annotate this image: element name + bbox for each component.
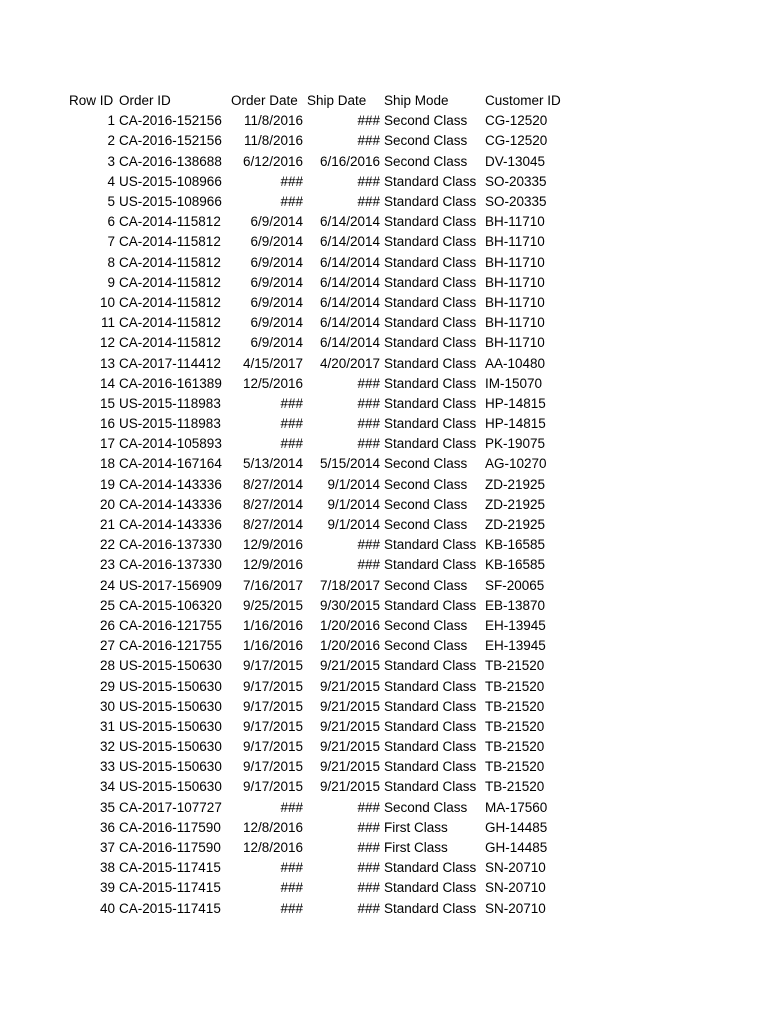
table-row — [67, 353, 573, 373]
cell-order-date[interactable]: 9/17/2015 — [242, 759, 303, 775]
table-row — [67, 273, 573, 293]
cell-ship-date[interactable]: 9/1/2014 — [327, 496, 380, 512]
cell-row-id[interactable]: 32 — [99, 739, 115, 755]
header-ship-mode[interactable]: Ship Mode — [384, 93, 449, 109]
cell-customer-id[interactable]: GH-14485 — [485, 819, 548, 835]
cell-customer-id[interactable]: BH-11710 — [485, 254, 545, 270]
cell-order-id[interactable]: CA-2014-167164 — [119, 456, 222, 472]
table-row — [67, 111, 573, 131]
cell-ship-date[interactable]: ### — [357, 133, 380, 149]
cell-row-id[interactable]: 15 — [99, 395, 115, 411]
cell-ship-date[interactable]: ### — [357, 880, 380, 896]
cell-order-id[interactable]: CA-2014-143336 — [119, 476, 222, 492]
cell-ship-date[interactable]: ### — [357, 819, 380, 835]
cell-customer-id[interactable]: ZD-21925 — [485, 476, 546, 492]
cell-order-id[interactable]: CA-2016-152156 — [119, 133, 222, 149]
cell-ship-mode[interactable]: Standard Class — [384, 375, 477, 391]
cell-row-id[interactable]: 39 — [99, 880, 115, 896]
cell-order-id[interactable]: CA-2014-115812 — [119, 214, 221, 230]
cell-ship-date[interactable]: 6/14/2014 — [319, 294, 380, 310]
cell-order-id[interactable]: CA-2014-143336 — [119, 517, 222, 533]
table-row — [67, 737, 573, 757]
table-row — [67, 878, 573, 898]
cell-order-id[interactable]: CA-2016-137330 — [119, 537, 222, 553]
cell-customer-id[interactable]: CG-12520 — [485, 133, 548, 149]
cell-ship-mode[interactable]: Standard Class — [384, 658, 477, 674]
cell-order-date[interactable]: ### — [280, 860, 303, 876]
table-row — [67, 475, 573, 495]
cell-ship-date[interactable]: 9/21/2015 — [319, 779, 380, 795]
cell-ship-date[interactable]: 1/20/2016 — [319, 638, 380, 654]
cell-ship-mode[interactable]: Standard Class — [384, 880, 477, 896]
cell-row-id[interactable]: 21 — [99, 517, 115, 533]
cell-order-id[interactable]: US-2015-108966 — [119, 194, 222, 210]
cell-order-date[interactable]: 6/9/2014 — [250, 335, 303, 351]
cell-customer-id[interactable]: IM-15070 — [485, 375, 543, 391]
cell-ship-date[interactable]: ### — [357, 799, 380, 815]
cell-order-date[interactable]: 9/17/2015 — [242, 678, 303, 694]
cell-ship-mode[interactable]: Standard Class — [384, 557, 477, 573]
cell-order-date[interactable]: 4/15/2017 — [242, 355, 303, 371]
table-row — [67, 152, 573, 172]
cell-ship-date[interactable]: ### — [357, 860, 380, 876]
cell-ship-mode[interactable]: Standard Class — [384, 214, 477, 230]
cell-row-id[interactable]: 9 — [107, 274, 115, 290]
cell-ship-date[interactable]: 9/21/2015 — [319, 739, 380, 755]
cell-order-id[interactable]: US-2015-118983 — [119, 416, 221, 432]
cell-order-date[interactable]: 9/17/2015 — [242, 718, 303, 734]
table-row — [67, 656, 573, 676]
cell-ship-date[interactable]: ### — [357, 395, 380, 411]
table-row — [67, 454, 573, 474]
cell-ship-date[interactable]: 6/14/2014 — [319, 254, 380, 270]
cell-order-date[interactable]: 11/8/2016 — [243, 133, 303, 149]
cell-row-id[interactable]: 2 — [107, 133, 115, 149]
cell-ship-date[interactable]: ### — [357, 416, 380, 432]
header-order-id[interactable]: Order ID — [119, 93, 171, 109]
cell-ship-mode[interactable]: Standard Class — [384, 294, 477, 310]
cell-order-date[interactable]: 11/8/2016 — [243, 113, 303, 129]
cell-ship-date[interactable]: 9/21/2015 — [319, 678, 380, 694]
cell-customer-id[interactable]: BH-11710 — [485, 214, 545, 230]
cell-customer-id[interactable]: SO-20335 — [485, 194, 547, 210]
cell-order-id[interactable]: CA-2017-107727 — [119, 799, 222, 815]
cell-ship-mode[interactable]: Standard Class — [384, 537, 477, 553]
table-row — [67, 313, 573, 333]
cell-order-id[interactable]: CA-2014-115812 — [119, 274, 221, 290]
cell-ship-mode[interactable]: Second Class — [384, 456, 468, 472]
cell-ship-mode[interactable]: Second Class — [384, 638, 468, 654]
cell-order-id[interactable]: CA-2015-117415 — [119, 880, 221, 896]
table-row — [67, 131, 573, 151]
cell-customer-id[interactable]: ZD-21925 — [485, 517, 546, 533]
cell-order-date[interactable]: 8/27/2014 — [242, 496, 303, 512]
cell-customer-id[interactable]: BH-11710 — [485, 335, 545, 351]
cell-ship-mode[interactable]: Standard Class — [384, 274, 477, 290]
cell-customer-id[interactable]: MA-17560 — [485, 799, 548, 815]
cell-order-date[interactable]: 12/5/2016 — [242, 375, 303, 391]
cell-ship-date[interactable]: 9/30/2015 — [319, 597, 380, 613]
cell-ship-mode[interactable]: First Class — [384, 819, 448, 835]
cell-ship-date[interactable]: ### — [357, 436, 380, 452]
cell-ship-date[interactable]: 9/21/2015 — [319, 658, 380, 674]
table-row — [67, 616, 573, 636]
header-ship-date[interactable]: Ship Date — [307, 93, 367, 109]
cell-row-id[interactable]: 13 — [99, 355, 115, 371]
cell-ship-mode[interactable]: Second Class — [384, 496, 468, 512]
table-row — [67, 697, 573, 717]
cell-order-id[interactable]: CA-2014-115812 — [119, 294, 221, 310]
table-row — [67, 293, 573, 313]
cell-order-id[interactable]: US-2015-150630 — [119, 718, 222, 734]
table-row — [67, 757, 573, 777]
cell-row-id[interactable]: 20 — [99, 496, 115, 512]
cell-order-date[interactable]: 6/9/2014 — [250, 315, 303, 331]
cell-order-id[interactable]: CA-2014-115812 — [119, 335, 221, 351]
cell-order-date[interactable]: 6/9/2014 — [250, 214, 303, 230]
cell-ship-date[interactable]: 7/18/2017 — [319, 577, 380, 593]
table-row — [67, 434, 573, 454]
cell-order-id[interactable]: CA-2014-115812 — [119, 254, 221, 270]
cell-order-id[interactable]: CA-2016-138688 — [119, 153, 222, 169]
cell-ship-date[interactable]: 6/14/2014 — [319, 214, 380, 230]
table-row — [67, 818, 573, 838]
cell-customer-id[interactable]: SF-20065 — [485, 577, 545, 593]
cell-order-id[interactable]: CA-2014-115812 — [119, 315, 221, 331]
table-row — [67, 333, 573, 353]
table-row — [67, 394, 573, 414]
cell-order-id[interactable]: CA-2016-161389 — [119, 375, 222, 391]
cell-ship-date[interactable]: 5/15/2014 — [319, 456, 380, 472]
cell-customer-id[interactable]: SN-20710 — [485, 900, 546, 916]
cell-row-id[interactable]: 10 — [99, 294, 115, 310]
cell-order-date[interactable]: 9/17/2015 — [242, 698, 303, 714]
cell-ship-mode[interactable]: Second Class — [384, 133, 468, 149]
cell-customer-id[interactable]: BH-11710 — [485, 315, 545, 331]
cell-order-id[interactable]: CA-2016-121755 — [119, 638, 222, 654]
table-row — [67, 495, 573, 515]
orders-table — [67, 91, 573, 919]
cell-ship-mode[interactable]: First Class — [384, 840, 448, 856]
cell-ship-date[interactable]: ### — [357, 173, 380, 189]
cell-ship-mode[interactable]: Standard Class — [384, 678, 477, 694]
cell-order-date[interactable]: ### — [280, 194, 303, 210]
cell-order-date[interactable]: ### — [280, 173, 303, 189]
cell-ship-date[interactable]: ### — [357, 113, 380, 129]
cell-ship-mode[interactable]: Standard Class — [384, 436, 477, 452]
cell-order-id[interactable]: US-2015-150630 — [119, 759, 222, 775]
cell-row-id[interactable]: 17 — [99, 436, 115, 452]
cell-order-date[interactable]: 6/12/2016 — [242, 153, 303, 169]
cell-row-id[interactable]: 12 — [99, 335, 115, 351]
cell-row-id[interactable]: 19 — [99, 476, 115, 492]
cell-row-id[interactable]: 31 — [99, 718, 115, 734]
cell-customer-id[interactable]: AG-10270 — [485, 456, 547, 472]
cell-order-id[interactable]: CA-2014-115812 — [119, 234, 221, 250]
cell-customer-id[interactable]: AA-10480 — [485, 355, 546, 371]
cell-customer-id[interactable]: ZD-21925 — [485, 496, 546, 512]
cell-row-id[interactable]: 28 — [99, 658, 115, 674]
cell-customer-id[interactable]: DV-13045 — [485, 153, 546, 169]
cell-order-date[interactable]: 9/17/2015 — [242, 779, 303, 795]
table-row — [67, 576, 573, 596]
cell-customer-id[interactable]: TB-21520 — [485, 698, 545, 714]
table-row — [67, 414, 573, 434]
cell-ship-date[interactable]: 1/20/2016 — [319, 617, 380, 633]
table-body — [67, 111, 573, 919]
cell-order-date[interactable]: ### — [280, 395, 303, 411]
cell-ship-mode[interactable]: Second Class — [384, 577, 468, 593]
cell-row-id[interactable]: 26 — [99, 617, 115, 633]
cell-customer-id[interactable]: SO-20335 — [485, 173, 547, 189]
cell-customer-id[interactable]: TB-21520 — [485, 739, 545, 755]
cell-customer-id[interactable]: SN-20710 — [485, 860, 546, 876]
cell-row-id[interactable]: 4 — [107, 173, 115, 189]
table-row — [67, 232, 573, 252]
cell-order-id[interactable]: US-2015-150630 — [119, 658, 222, 674]
cell-order-id[interactable]: US-2015-150630 — [119, 739, 222, 755]
cell-ship-date[interactable]: ### — [357, 900, 380, 916]
cell-order-date[interactable]: ### — [280, 900, 303, 916]
cell-order-date[interactable]: 6/9/2014 — [250, 294, 303, 310]
cell-ship-mode[interactable]: Second Class — [384, 113, 468, 129]
cell-order-id[interactable]: US-2015-150630 — [119, 678, 222, 694]
cell-ship-date[interactable]: ### — [357, 194, 380, 210]
header-customer-id[interactable]: Customer ID — [485, 93, 561, 109]
cell-order-id[interactable]: CA-2016-152156 — [119, 113, 222, 129]
cell-customer-id[interactable]: GH-14485 — [485, 840, 548, 856]
cell-row-id[interactable]: 37 — [99, 840, 115, 856]
cell-ship-mode[interactable]: Standard Class — [384, 416, 477, 432]
cell-customer-id[interactable]: BH-11710 — [485, 274, 545, 290]
table-row — [67, 858, 573, 878]
cell-ship-date[interactable]: 6/16/2016 — [319, 153, 380, 169]
table-row — [67, 555, 573, 575]
cell-customer-id[interactable]: KB-16585 — [485, 537, 546, 553]
cell-ship-mode[interactable]: Second Class — [384, 476, 468, 492]
cell-row-id[interactable]: 38 — [99, 860, 115, 876]
cell-row-id[interactable]: 35 — [99, 799, 115, 815]
cell-order-id[interactable]: CA-2014-143336 — [119, 496, 222, 512]
cell-customer-id[interactable]: EB-13870 — [485, 597, 546, 613]
cell-order-date[interactable]: 9/17/2015 — [242, 739, 303, 755]
table-row — [67, 596, 573, 616]
table-row — [67, 374, 573, 394]
cell-customer-id[interactable]: BH-11710 — [485, 234, 545, 250]
cell-order-date[interactable]: 12/8/2016 — [242, 840, 303, 856]
cell-order-id[interactable]: CA-2016-121755 — [119, 617, 222, 633]
cell-order-id[interactable]: CA-2016-117590 — [119, 840, 221, 856]
cell-ship-date[interactable]: 6/14/2014 — [319, 335, 380, 351]
cell-row-id[interactable]: 22 — [99, 537, 115, 553]
table-row — [67, 172, 573, 192]
cell-order-id[interactable]: US-2015-118983 — [119, 395, 221, 411]
table-row — [67, 777, 573, 797]
cell-ship-date[interactable]: 9/1/2014 — [327, 476, 380, 492]
cell-ship-mode[interactable]: Standard Class — [384, 315, 477, 331]
cell-order-date[interactable]: 6/9/2014 — [250, 254, 303, 270]
cell-ship-mode[interactable]: Standard Class — [384, 254, 477, 270]
cell-order-id[interactable]: CA-2015-117415 — [119, 900, 221, 916]
cell-row-id[interactable]: 14 — [99, 375, 115, 391]
cell-ship-mode[interactable]: Standard Class — [384, 173, 477, 189]
cell-ship-date[interactable]: 9/21/2015 — [319, 759, 380, 775]
cell-order-id[interactable]: US-2017-156909 — [119, 577, 222, 593]
table-row — [67, 798, 573, 818]
cell-customer-id[interactable]: TB-21520 — [485, 678, 545, 694]
cell-row-id[interactable]: 11 — [100, 315, 115, 331]
cell-row-id[interactable]: 30 — [99, 698, 115, 714]
cell-order-id[interactable]: US-2015-108966 — [119, 173, 222, 189]
cell-customer-id[interactable]: BH-11710 — [485, 294, 545, 310]
cell-ship-date[interactable]: 6/14/2014 — [319, 234, 380, 250]
cell-order-date[interactable]: 6/9/2014 — [250, 274, 303, 290]
cell-order-date[interactable]: 7/16/2017 — [242, 577, 303, 593]
cell-ship-mode[interactable]: Second Class — [384, 153, 468, 169]
cell-row-id[interactable]: 3 — [107, 153, 115, 169]
cell-order-id[interactable]: CA-2015-106320 — [119, 597, 222, 613]
cell-row-id[interactable]: 16 — [99, 416, 115, 432]
cell-row-id[interactable]: 34 — [99, 779, 115, 795]
cell-customer-id[interactable]: EH-13945 — [485, 638, 546, 654]
cell-row-id[interactable]: 33 — [99, 759, 115, 775]
cell-order-date[interactable]: 9/17/2015 — [242, 658, 303, 674]
cell-order-id[interactable]: CA-2014-105893 — [119, 436, 222, 452]
cell-ship-mode[interactable]: Standard Class — [384, 355, 477, 371]
cell-order-date[interactable]: 6/9/2014 — [250, 234, 303, 250]
cell-ship-date[interactable]: 9/21/2015 — [319, 718, 380, 734]
cell-row-id[interactable]: 25 — [99, 597, 115, 613]
cell-ship-date[interactable]: 9/1/2014 — [327, 517, 380, 533]
cell-order-date[interactable]: 8/27/2014 — [242, 517, 303, 533]
cell-ship-mode[interactable]: Second Class — [384, 799, 468, 815]
cell-row-id[interactable]: 23 — [99, 557, 115, 573]
cell-row-id[interactable]: 8 — [107, 254, 115, 270]
cell-ship-date[interactable]: 6/14/2014 — [319, 274, 380, 290]
table-row — [67, 192, 573, 212]
cell-ship-mode[interactable]: Second Class — [384, 617, 468, 633]
cell-ship-date[interactable]: ### — [357, 557, 380, 573]
cell-row-id[interactable]: 6 — [107, 214, 115, 230]
cell-order-date[interactable]: ### — [280, 799, 303, 815]
cell-order-id[interactable]: CA-2017-114412 — [119, 355, 221, 371]
table-row — [67, 212, 573, 232]
cell-ship-mode[interactable]: Standard Class — [384, 759, 477, 775]
cell-order-date[interactable]: 12/9/2016 — [242, 557, 303, 573]
cell-customer-id[interactable]: TB-21520 — [485, 718, 545, 734]
cell-ship-mode[interactable]: Standard Class — [384, 698, 477, 714]
cell-ship-mode[interactable]: Standard Class — [384, 900, 477, 916]
table-row — [67, 676, 573, 696]
cell-customer-id[interactable]: CG-12520 — [485, 113, 548, 129]
cell-customer-id[interactable]: EH-13945 — [485, 617, 546, 633]
cell-customer-id[interactable]: PK-19075 — [485, 436, 546, 452]
cell-order-id[interactable]: US-2015-150630 — [119, 698, 222, 714]
header-row — [67, 91, 573, 111]
cell-row-id[interactable]: 5 — [107, 194, 115, 210]
cell-ship-mode[interactable]: Standard Class — [384, 860, 477, 876]
cell-row-id[interactable]: 29 — [99, 678, 115, 694]
cell-order-date[interactable]: 8/27/2014 — [242, 476, 303, 492]
cell-ship-mode[interactable]: Standard Class — [384, 335, 477, 351]
cell-row-id[interactable]: 27 — [99, 638, 115, 654]
cell-row-id[interactable]: 18 — [99, 456, 115, 472]
cell-order-date[interactable]: 9/25/2015 — [242, 597, 303, 613]
cell-order-id[interactable]: CA-2016-117590 — [119, 819, 221, 835]
cell-row-id[interactable]: 40 — [99, 900, 115, 916]
table-row — [67, 253, 573, 273]
cell-order-date[interactable]: ### — [280, 416, 303, 432]
cell-order-date[interactable]: 1/16/2016 — [242, 638, 303, 654]
cell-customer-id[interactable]: TB-21520 — [485, 779, 545, 795]
cell-ship-mode[interactable]: Standard Class — [384, 395, 477, 411]
cell-order-date[interactable]: ### — [280, 880, 303, 896]
cell-order-date[interactable]: 12/9/2016 — [242, 537, 303, 553]
cell-order-id[interactable]: CA-2015-117415 — [119, 860, 221, 876]
cell-customer-id[interactable]: HP-14815 — [485, 395, 546, 411]
cell-order-date[interactable]: 12/8/2016 — [242, 819, 303, 835]
cell-customer-id[interactable]: SN-20710 — [485, 880, 546, 896]
cell-customer-id[interactable]: TB-21520 — [485, 658, 545, 674]
table-row — [67, 535, 573, 555]
cell-order-id[interactable]: CA-2016-137330 — [119, 557, 222, 573]
cell-row-id[interactable]: 36 — [99, 819, 115, 835]
header-order-date[interactable]: Order Date — [231, 93, 298, 109]
cell-customer-id[interactable]: HP-14815 — [485, 416, 546, 432]
cell-order-date[interactable]: 1/16/2016 — [242, 617, 303, 633]
cell-ship-mode[interactable]: Standard Class — [384, 597, 477, 613]
cell-ship-date[interactable]: 4/20/2017 — [319, 355, 380, 371]
cell-ship-mode[interactable]: Standard Class — [384, 234, 477, 250]
cell-order-id[interactable]: US-2015-150630 — [119, 779, 222, 795]
cell-ship-mode[interactable]: Standard Class — [384, 739, 477, 755]
cell-order-date[interactable]: 5/13/2014 — [242, 456, 303, 472]
table-row — [67, 899, 573, 919]
cell-ship-date[interactable]: 9/21/2015 — [319, 698, 380, 714]
cell-ship-date[interactable]: ### — [357, 375, 380, 391]
header-row-id[interactable]: Row ID — [69, 93, 114, 109]
table-row — [67, 636, 573, 656]
cell-ship-date[interactable]: ### — [357, 840, 380, 856]
cell-ship-mode[interactable]: Second Class — [384, 517, 468, 533]
cell-ship-mode[interactable]: Standard Class — [384, 779, 477, 795]
cell-customer-id[interactable]: KB-16585 — [485, 557, 546, 573]
table-row — [67, 838, 573, 858]
cell-order-date[interactable]: ### — [280, 436, 303, 452]
cell-row-id[interactable]: 7 — [107, 234, 115, 250]
cell-customer-id[interactable]: TB-21520 — [485, 759, 545, 775]
table-row — [67, 515, 573, 535]
table-row — [67, 717, 573, 737]
cell-ship-mode[interactable]: Standard Class — [384, 718, 477, 734]
cell-row-id[interactable]: 24 — [99, 577, 115, 593]
cell-ship-mode[interactable]: Standard Class — [384, 194, 477, 210]
cell-ship-date[interactable]: ### — [357, 537, 380, 553]
cell-ship-date[interactable]: 6/14/2014 — [319, 315, 380, 331]
cell-row-id[interactable]: 1 — [107, 113, 115, 129]
